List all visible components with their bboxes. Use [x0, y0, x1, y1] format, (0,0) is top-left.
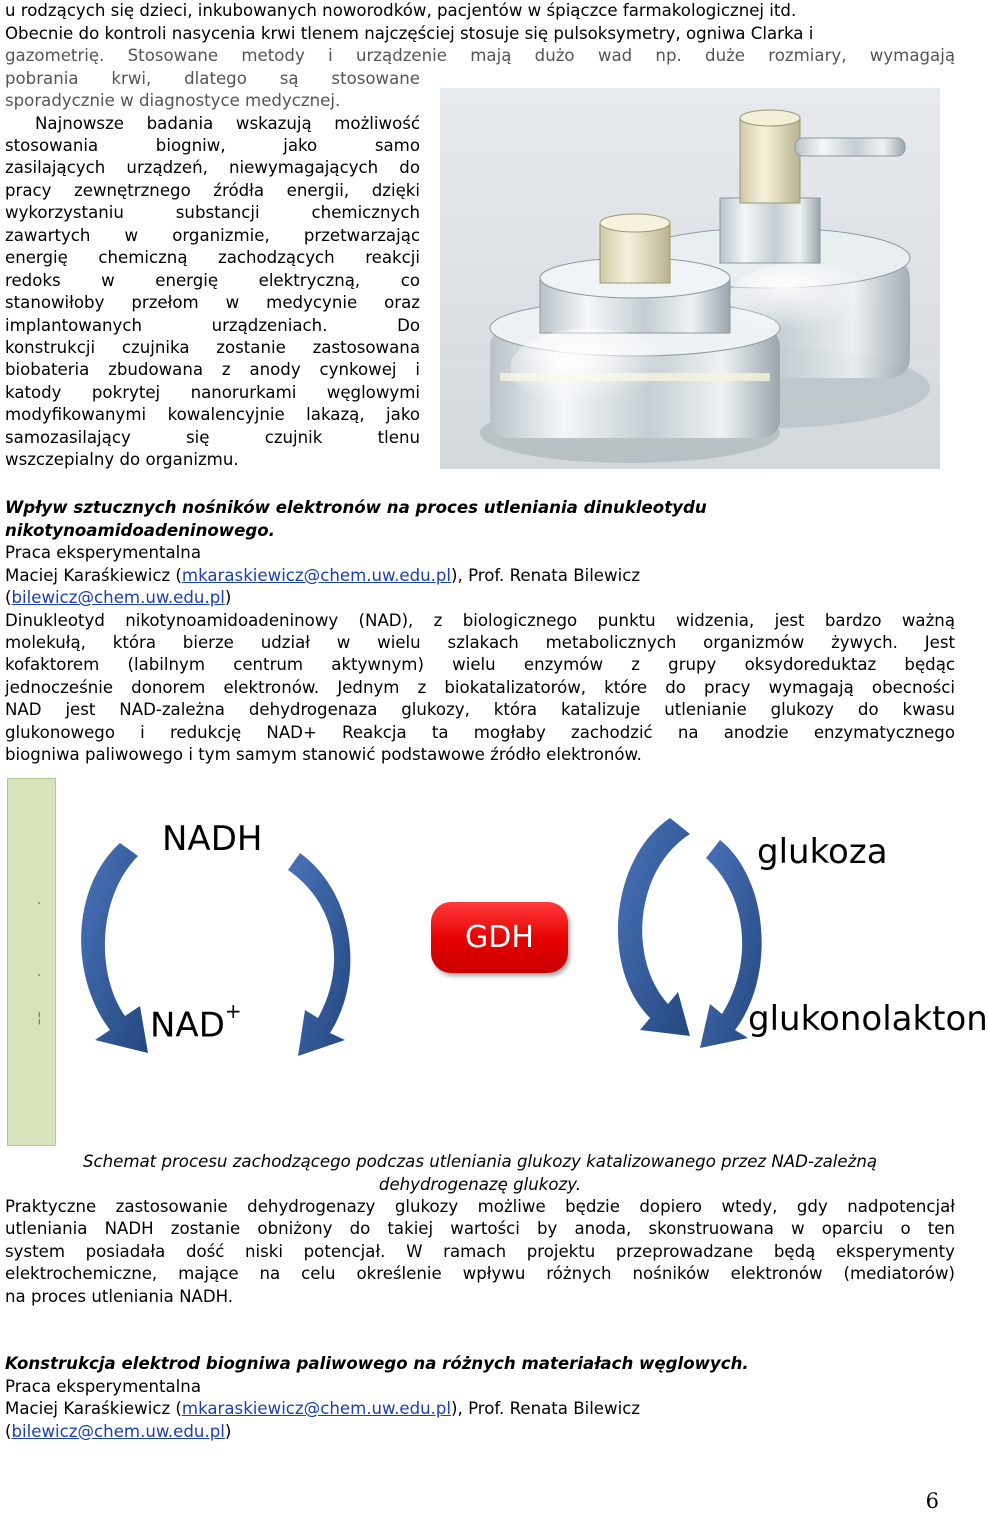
author-mid: ), Prof. Renata Bilewicz — [451, 565, 641, 585]
author-email-link[interactable]: mkaraskiewicz@chem.uw.edu.pl — [181, 1399, 452, 1418]
paragraph-line: molekułą, która bierze udział w wielu szlakach metabolicznych organizmów żywych. Jest — [5, 632, 955, 652]
section-2-authors — [5, 1398, 955, 1420]
section-1-title-line-2: nikotynoamidoadeninowego. — [5, 520, 275, 540]
glukoza-label: glukoza — [757, 832, 888, 872]
inner-left-arrow-icon — [288, 853, 350, 1056]
paragraph-line: zasilających urządzeń, niewymagających do — [5, 158, 420, 178]
supervisor-open: ( — [5, 1421, 12, 1441]
glukonolakton-label: glukonolakton — [748, 999, 988, 1039]
paragraph-line: energię chemiczną zachodzących reakcji — [5, 248, 420, 268]
paragraph-line: system posiadała dość niski potencjał. W ramach projektu przeprowadzane będą eksperymenty — [5, 1241, 955, 1261]
paragraph-line: konstrukcji czujnika zostanie zastosowana — [5, 338, 420, 357]
paragraph-line: modyfikowanymi kowalencyjnie lakazą, jako — [5, 405, 420, 425]
side-bar-mark: · — [37, 968, 42, 984]
paragraph-line: wykorzystaniu substancji chemicznych — [5, 203, 420, 223]
paragraph-line: Najnowsze badania wskazują możliwość — [35, 113, 420, 133]
paragraph-line: redoks w energię elektryczną, co — [5, 270, 420, 290]
paragraph-line: zawartych w organizmie, przetwarzając — [5, 225, 420, 245]
section-2-type: Praca eksperymentalna — [5, 1376, 201, 1396]
paragraph-line: stanowiłoby przełom w medycynie oraz — [5, 293, 420, 313]
nad-plus-superscript: + — [224, 999, 242, 1023]
paragraph-line: Praktyczne zastosowanie dehydrogenazy glukozy możliwe będzie dopiero wtedy, gdy nadpotencjał — [5, 1197, 955, 1216]
diagram-caption-line-2: dehydrogenazę glukozy. — [378, 1174, 582, 1194]
paragraph-line: kofaktorem (labilnym centrum aktywnym) wielu enzymów z grupy oksydoreduktaz będąc — [5, 655, 955, 675]
section-2-supervisor — [5, 1421, 955, 1443]
author-mid: ), Prof. Renata Bilewicz — [451, 1399, 641, 1418]
intro-line-1: u rodzących się dzieci, inkubowanych noworodków, pacjentów w śpiączce farmakologicznej itd. — [5, 1, 797, 20]
intro-line-2: Obecnie do kontroli nasycenia krwi tlenem najczęściej stosuje się pulsoksymetry, ogniwa Clarka i — [5, 23, 814, 43]
section-1-title-line-1: Wpływ sztucznych nośników elektronów na proces utleniania dinukleotydu — [5, 498, 707, 517]
paragraph-line: elektrochemiczne, mające na celu określenie wpływu różnych nośników elektronów (mediatorów) — [5, 1264, 955, 1284]
paragraph-line: glukonowego i redukcję NAD+ Reakcja ta mogłaby zachodzić na anodzie enzymatycznego — [5, 722, 955, 742]
supervisor-email-link[interactable]: bilewicz@chem.uw.edu.pl — [11, 588, 225, 607]
gdh-enzyme-box — [431, 902, 568, 973]
diagram-caption-line-1: Schemat procesu zachodzącego podczas utleniania glukozy katalizowanego przez NAD-zależną — [82, 1152, 878, 1171]
author-email-link[interactable]: mkaraskiewicz@chem.uw.edu.pl — [181, 565, 452, 585]
paragraph-line: na proces utleniania NADH. — [5, 1286, 234, 1306]
paragraph-line: samozasilający się czujnik tlenu — [5, 427, 420, 447]
section-1-authors — [5, 565, 955, 587]
nadh-label: NADH — [162, 819, 263, 859]
paragraph-line: pracy zewnętrznego źródła energii, dzięki — [5, 180, 420, 200]
left-curved-arrow-icon — [81, 843, 148, 1053]
paragraph-line: implantowanych urządzeniach. Do — [5, 315, 420, 335]
supervisor-email-link[interactable]: bilewicz@chem.uw.edu.pl — [11, 1421, 225, 1441]
supervisor-close: ) — [224, 588, 232, 607]
paragraph-line: jednocześnie donorem elektronów. Jednym z biokatalizatorów, które do pracy wymagają obecności — [5, 677, 955, 697]
paragraph-line: Dinukleotyd nikotynoamidoadeninowy (NAD), z biologicznego punktu widzenia, jest bardzo ważną — [5, 610, 955, 630]
nad-text: NAD — [150, 1005, 225, 1046]
oxygen-sensor-device-photo — [440, 88, 940, 469]
paragraph-line: stosowania biogniw, jako samo — [5, 135, 420, 155]
supervisor-close: ) — [224, 1421, 232, 1441]
intro-line-5: sporadycznie w diagnostyce medycznej. — [5, 91, 341, 110]
page-number: 6 — [925, 1489, 939, 1513]
paragraph-line: katody pokrytej nanorurkami węglowymi — [5, 382, 420, 402]
section-2-title: Konstrukcja elektrod biogniwa paliwowego na różnych materiałach węglowych. — [5, 1354, 749, 1373]
paragraph-line: utleniania NADH zostanie obniżony do takiej wartości by anoda, skonstruowana w oparciu o ten — [5, 1219, 955, 1239]
right-curved-arrow-icon — [618, 818, 690, 1036]
gdh-label: GDH — [465, 920, 534, 955]
paragraph-line: wszczepialny do organizmu. — [5, 450, 239, 470]
supervisor-open: ( — [5, 588, 12, 607]
side-bar-mark: · — [37, 896, 42, 912]
intro-line-4: pobrania krwi, dlatego są stosowane — [5, 68, 420, 88]
paragraph-line: biogniwa paliwowego i tym samym stanowić podstawowe źródło elektronów. — [5, 745, 642, 765]
paragraph-line: NAD jest NAD-zależna dehydrogenaza glukozy, która katalizuje utlenianie glukozy do kwasu — [5, 700, 955, 720]
author-prefix: Maciej Karaśkiewicz ( — [5, 1399, 182, 1418]
section-1-supervisor — [5, 587, 955, 609]
intro-line-3: gazometrię. Stosowane metody i urządzenie mają dużo wad np. duże rozmiary, wymagają — [5, 46, 955, 65]
author-prefix: Maciej Karaśkiewicz ( — [5, 565, 182, 585]
side-bar-mark: ¦ — [37, 1010, 42, 1026]
section-1-type: Praca eksperymentalna — [5, 543, 201, 562]
paragraph-line: biobateria zbudowana z anody cynkowej i — [5, 360, 420, 380]
gdh-reaction-diagram — [0, 778, 988, 1150]
nad-label — [150, 999, 242, 1046]
